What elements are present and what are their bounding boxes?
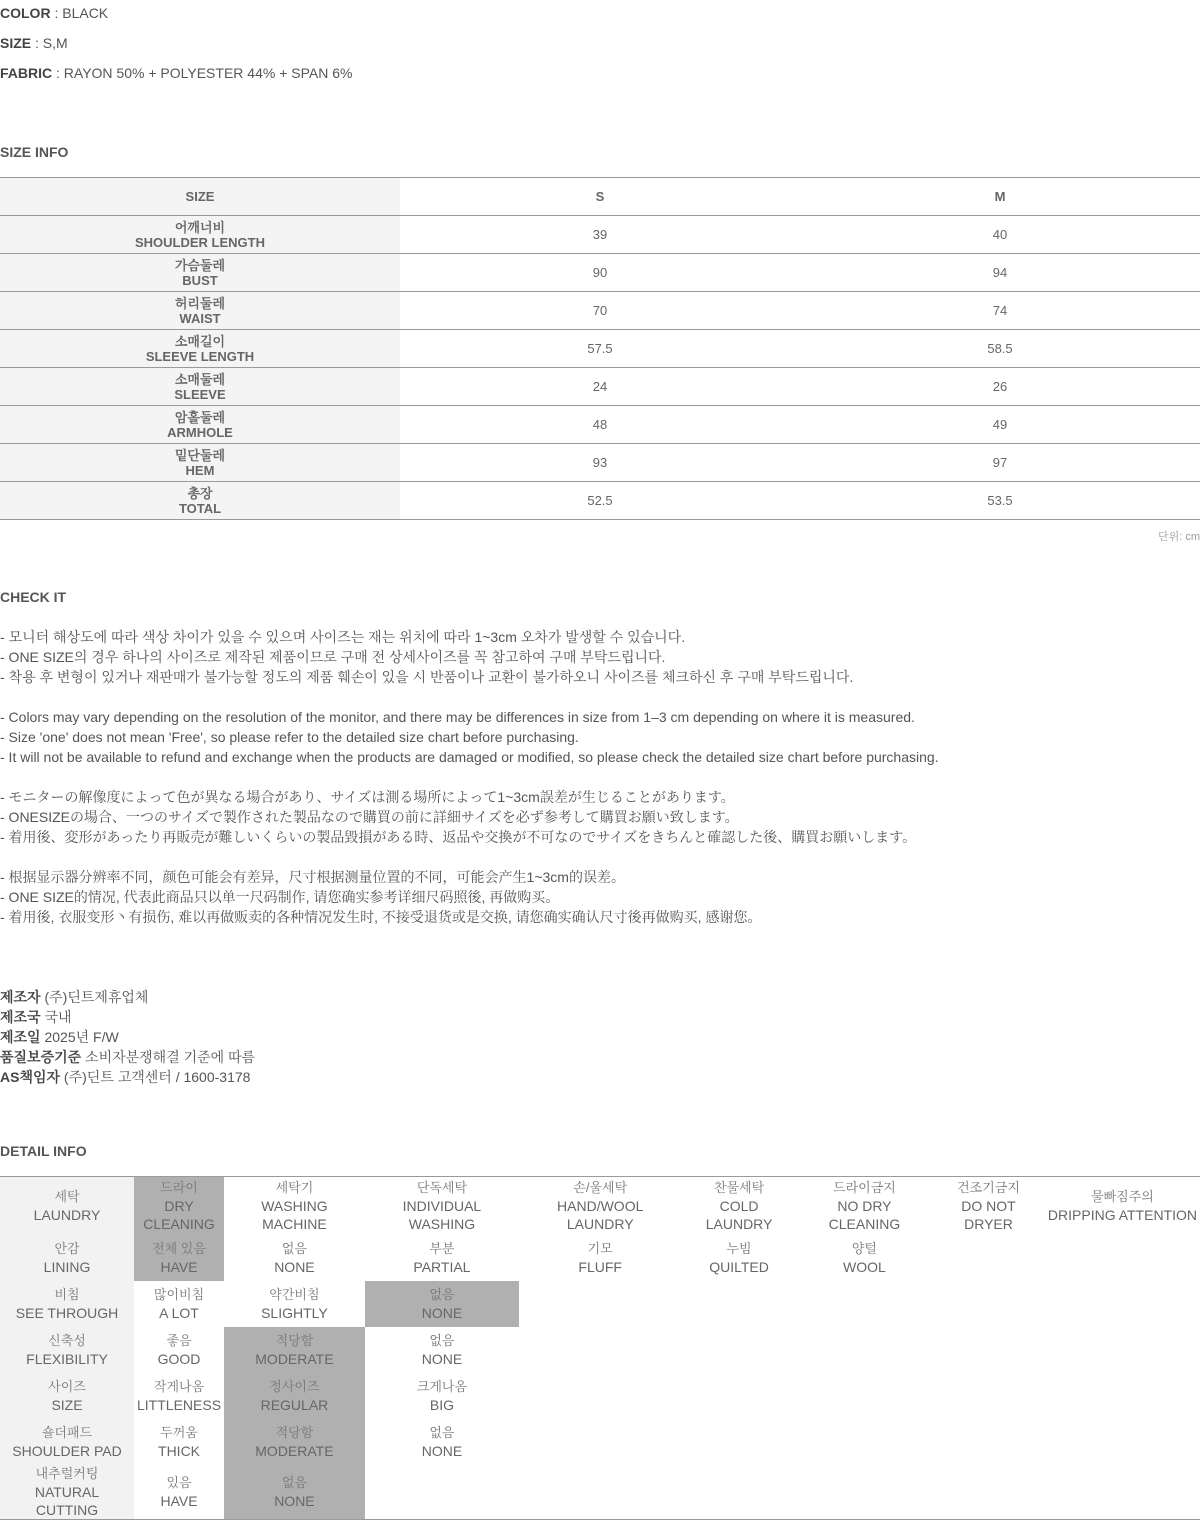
option-ko: 물빠짐주의 [1091,1189,1154,1204]
note-line: - Colors may vary depending on the resolution of the monitor, and there may be differences in size from 1–3 cm depending on where it is measured. [0,709,915,725]
maker-quality [0,1047,255,1067]
measure-label-en: SLEEVE LENGTH [145,348,255,364]
option-en: QUILTED [709,1259,769,1275]
option-ko: 누빔 [726,1241,752,1256]
option-hand-wool [519,1177,681,1236]
option-en: NO DRY CLEANING [828,1198,901,1232]
option-en: DRIPPING ATTENTION [1047,1207,1197,1223]
option-no-dry-cleaning [797,1177,932,1236]
label-ko: 안감 [54,1241,80,1256]
empty-cell [797,1327,932,1373]
maker-value: 국내 [40,1009,72,1025]
option-ko: 두꺼움 [160,1425,198,1440]
measure-label-ko: 소매둘레 [174,371,226,387]
option-ko: 단독세탁 [416,1180,468,1195]
option-none [224,1465,365,1520]
option-ko: 약간비침 [269,1287,320,1302]
empty-cell [681,1465,796,1520]
empty-cell [1045,1327,1200,1373]
spec-color [0,5,108,21]
empty-cell [365,1465,519,1520]
measure-label [0,406,400,444]
maker-info [0,987,255,1087]
empty-cell [932,1465,1045,1520]
option-en: NONE [274,1259,315,1275]
measure-label-ko: 가슴둘레 [174,257,226,273]
option-ko: 좋음 [166,1333,192,1348]
option-en: NONE [274,1493,315,1509]
option-en: GOOD [157,1351,201,1367]
size-unit-note: 단위: cm [1157,531,1200,543]
note-line: - ONE SIZE의 경우 하나의 사이즈로 제작된 제품이므로 구매 전 상세사이즈를 꼭 참고하여 구매 부탁드립니다. [0,649,666,665]
empty-cell [1045,1235,1200,1281]
measure-label-en: WAIST [179,310,221,326]
measure-label [0,254,400,292]
size-value-m: 53.5 [800,482,1200,520]
empty-cell [797,1465,932,1520]
empty-cell [797,1373,932,1419]
table-row [0,368,1200,406]
empty-cell [932,1419,1045,1465]
option-ko: 전체 있음 [152,1241,206,1256]
maker-manufacturer [0,987,255,1007]
option-ko: 드라이 [160,1180,198,1195]
check-notes-en [0,707,939,767]
empty-cell [519,1327,681,1373]
option-en: PARTIAL [413,1259,471,1275]
size-header-label: SIZE [0,178,400,216]
spec-fabric-value: : RAYON 50% + POLYESTER 44% + SPAN 6% [52,65,353,81]
measure-label-en: SHOULDER LENGTH [135,234,265,250]
option-good [134,1327,224,1373]
size-header-m: M [800,178,1200,216]
note-line: - It will not be available to refund and exchange when the products are damaged or modified, so please check the detailed size chart before purchasing. [0,749,939,765]
detail-row-label [0,1419,134,1465]
option-en: NONE [421,1443,463,1459]
empty-cell [797,1281,932,1327]
empty-cell [519,1373,681,1419]
note-line: - 着用後、変形があったり再販売が難しいくらいの製品毀損がある時、返品や交換が不可なのでサイズをきちんと確認した後、購買お願いします。 [0,829,917,845]
measure-label-en: HEM [185,462,215,478]
empty-cell [519,1465,681,1520]
measure-label [0,368,400,406]
note-line: - モニターの解像度によって色が異なる場合があり、サイズは測る場所によって1~3cm誤差が生じることがあります。 [0,789,735,805]
detail-row-label [0,1177,134,1236]
maker-country [0,1007,255,1027]
empty-cell [681,1281,796,1327]
empty-cell [1045,1419,1200,1465]
option-ko: 작게나옴 [153,1379,205,1394]
label-en: LINING [43,1259,91,1275]
spec-size-key: SIZE [0,35,32,51]
note-line: - 着用後, 衣服变形丶有损伤, 难以再做贩卖的各种情况发生时, 不接受退货或是交换, 请您确实确认尺寸後再做购买, 感谢您。 [0,909,762,925]
option-partial [365,1235,519,1281]
size-table [0,177,1200,520]
option-dripping-attention [1045,1177,1200,1236]
option-ko: 세탁기 [275,1180,314,1195]
option-ko: 없음 [429,1425,455,1440]
option-none [224,1235,365,1281]
note-line: - Size 'one' does not mean 'Free', so please refer to the detailed size chart before purchasing. [0,729,579,745]
note-line: - 착용 후 변형이 있거나 재판매가 불가능할 정도의 제품 훼손이 있을 시 반품이나 교환이 불가하오니 사이즈를 체크하신 후 구매 부탁드립니다. [0,669,854,685]
option-en: WOOL [843,1259,886,1275]
label-ko: 사이즈 [48,1379,86,1394]
option-wool [797,1235,932,1281]
size-value-m: 49 [800,406,1200,444]
empty-cell [519,1281,681,1327]
empty-cell [1045,1373,1200,1419]
label-en: NATURAL CUTTING [34,1484,100,1518]
option-en: HAVE [160,1259,198,1275]
detail-row-size [0,1373,1200,1419]
size-header-s: S [400,178,800,216]
option-en: REGULAR [260,1397,329,1413]
check-notes-ja [0,787,916,847]
detail-row-label [0,1235,134,1281]
option-en: BIG [429,1397,454,1413]
option-ko: 많이비침 [153,1287,205,1302]
measure-label-ko: 소매길이 [174,333,226,349]
size-value-s: 90 [400,254,800,292]
table-row [0,254,1200,292]
note-line: - ONE SIZE的情况, 代表此商品只以单一尺码制作, 请您确实参考详细尺码照後, 再做购买。 [0,889,560,905]
option-ko: 손/울세탁 [573,1180,628,1195]
size-value-s: 24 [400,368,800,406]
option-en: DO NOT DRYER [961,1198,1016,1232]
option-ko: 양털 [851,1241,877,1256]
option-ko: 드라이금지 [833,1180,896,1195]
option-individual-washing [365,1177,519,1236]
option-en: FLUFF [578,1259,622,1275]
maker-key: 제조국 [0,1009,41,1025]
label-en: SHOULDER PAD [12,1443,122,1459]
option-en: LITTLENESS [137,1397,222,1413]
option-ko: 건조기금지 [957,1180,1020,1195]
measure-label [0,216,400,254]
note-line: - 根据显示器分辨率不同，颜色可能会有差异，尺寸根据测量位置的不同，可能会产生1~3cm的误差。 [0,869,625,885]
option-en: NONE [421,1305,463,1321]
maker-key: 제조일 [0,1029,41,1045]
maker-value: 2025년 F/W [40,1029,119,1045]
size-table-header [0,178,1200,216]
empty-cell [1045,1281,1200,1327]
option-ko: 없음 [429,1287,455,1302]
option-ko: 없음 [281,1241,307,1256]
size-value-s: 39 [400,216,800,254]
option-en: MODERATE [255,1351,334,1367]
option-en: INDIVIDUAL WASHING [402,1198,482,1232]
option-en: HAVE [160,1493,198,1509]
spec-fabric [0,65,352,81]
label-en: LAUNDRY [33,1207,101,1223]
maker-value: (주)딘트제휴업체 [40,989,149,1005]
option-en: HAND/WOOL LAUNDRY [557,1198,644,1232]
measure-label-en: ARMHOLE [167,424,233,440]
table-row [0,292,1200,330]
option-en: SLIGHTLY [261,1305,328,1321]
size-value-m: 26 [800,368,1200,406]
maker-as [0,1067,255,1087]
measure-label [0,330,400,368]
empty-cell [1045,1465,1200,1520]
detail-table [0,1176,1200,1520]
measure-label-ko: 총장 [187,485,213,501]
empty-cell [932,1327,1045,1373]
detail-row-label [0,1465,134,1520]
size-value-m: 74 [800,292,1200,330]
spec-color-value: : BLACK [50,5,109,21]
check-notes-ko [0,627,853,687]
label-ko: 내추럴커팅 [35,1466,99,1481]
option-washing-machine [224,1177,365,1236]
option-do-not-dryer [932,1177,1045,1236]
label-ko: 숄더패드 [41,1425,93,1440]
spec-size-value: : S,M [31,35,68,51]
option-none [365,1419,519,1465]
check-it-title: CHECK IT [0,589,67,605]
table-row [0,216,1200,254]
option-big [365,1373,519,1419]
option-en: THICK [158,1443,201,1459]
measure-label-en: BUST [182,272,218,288]
option-have [134,1235,224,1281]
maker-key: 품질보증기준 [0,1049,82,1065]
detail-row-label [0,1327,134,1373]
option-ko: 없음 [429,1333,455,1348]
detail-row-laundry [0,1177,1200,1236]
option-cold-laundry [681,1177,796,1236]
measure-label-en: TOTAL [178,500,222,516]
option-en: DRY CLEANING [143,1198,215,1232]
detail-row-lining [0,1235,1200,1281]
option-none [365,1327,519,1373]
option-ko: 기모 [587,1241,613,1256]
detail-row-natural-cutting [0,1465,1200,1520]
option-quilted [681,1235,796,1281]
table-row [0,406,1200,444]
empty-cell [519,1419,681,1465]
option-regular [224,1373,365,1419]
label-en: SEE THROUGH [15,1305,119,1321]
empty-cell [681,1419,796,1465]
option-en: A LOT [159,1305,199,1321]
spec-fabric-key: FABRIC [0,65,53,81]
note-line: - ONESIZEの場合、一つのサイズで製作された製品なので購買の前に詳細サイズを必ず参考して購買お願い致します。 [0,809,739,825]
detail-info-title: DETAIL INFO [0,1143,87,1159]
empty-cell [797,1419,932,1465]
measure-label-ko: 암홀둘레 [174,409,226,425]
option-none [365,1281,519,1327]
maker-key: 제조자 [0,989,41,1005]
option-have [134,1465,224,1520]
label-ko: 신축성 [48,1333,86,1348]
table-row [0,330,1200,368]
measure-label-ko: 어깨너비 [174,219,226,235]
size-value-m: 40 [800,216,1200,254]
label-en: SIZE [51,1397,83,1413]
size-value-m: 97 [800,444,1200,482]
option-en: COLD LAUNDRY [705,1198,773,1232]
size-value-m: 58.5 [800,330,1200,368]
option-ko: 부분 [429,1241,455,1256]
table-row [0,444,1200,482]
measure-label [0,444,400,482]
empty-cell [932,1235,1045,1281]
measure-label [0,292,400,330]
maker-date [0,1027,255,1047]
label-ko: 세탁 [54,1189,80,1204]
option-a-lot [134,1281,224,1327]
option-ko: 정사이즈 [269,1379,320,1394]
option-fluff [519,1235,681,1281]
detail-row-shoulder-pad [0,1419,1200,1465]
maker-value: 소비자분쟁해결 기준에 따름 [81,1049,256,1065]
detail-row-label [0,1373,134,1419]
size-info-title: SIZE INFO [0,144,69,160]
size-value-s: 70 [400,292,800,330]
option-ko: 적당함 [275,1333,314,1348]
size-value-s: 52.5 [400,482,800,520]
measure-label-en: SLEEVE [174,386,226,402]
size-value-s: 57.5 [400,330,800,368]
option-moderate [224,1327,365,1373]
maker-key: AS책임자 [0,1069,61,1085]
option-littleness [134,1373,224,1419]
option-ko: 있음 [166,1475,192,1490]
size-value-m: 94 [800,254,1200,292]
detail-row-see-through [0,1281,1200,1327]
option-en: NONE [421,1351,463,1367]
option-slightly [224,1281,365,1327]
empty-cell [932,1373,1045,1419]
detail-row-flexibility [0,1327,1200,1373]
option-thick [134,1419,224,1465]
spec-color-key: COLOR [0,5,51,21]
spec-size [0,35,68,51]
detail-row-label [0,1281,134,1327]
note-line: - 모니터 해상도에 따라 색상 차이가 있을 수 있으며 사이즈는 재는 위치에 따라 1~3cm 오차가 발생할 수 있습니다. [0,629,686,645]
option-ko: 적당함 [275,1425,314,1440]
label-ko: 비침 [54,1287,80,1302]
measure-label-ko: 밑단둘레 [174,447,226,463]
size-value-s: 48 [400,406,800,444]
check-notes-zh [0,867,761,927]
empty-cell [932,1281,1045,1327]
option-dry-cleaning [134,1177,224,1236]
measure-label-ko: 허리둘레 [174,295,226,311]
maker-value: (주)딘트 고객센터 / 1600-3178 [60,1069,251,1085]
label-en: FLEXIBILITY [26,1351,108,1367]
measure-label [0,482,400,520]
size-value-s: 93 [400,444,800,482]
table-row [0,482,1200,520]
option-ko: 크게나옴 [416,1379,468,1394]
option-en: MODERATE [255,1443,334,1459]
option-moderate [224,1419,365,1465]
option-ko: 찬물세탁 [713,1180,765,1195]
empty-cell [681,1327,796,1373]
option-en: WASHING MACHINE [261,1198,328,1232]
option-ko: 없음 [281,1475,307,1490]
empty-cell [681,1373,796,1419]
